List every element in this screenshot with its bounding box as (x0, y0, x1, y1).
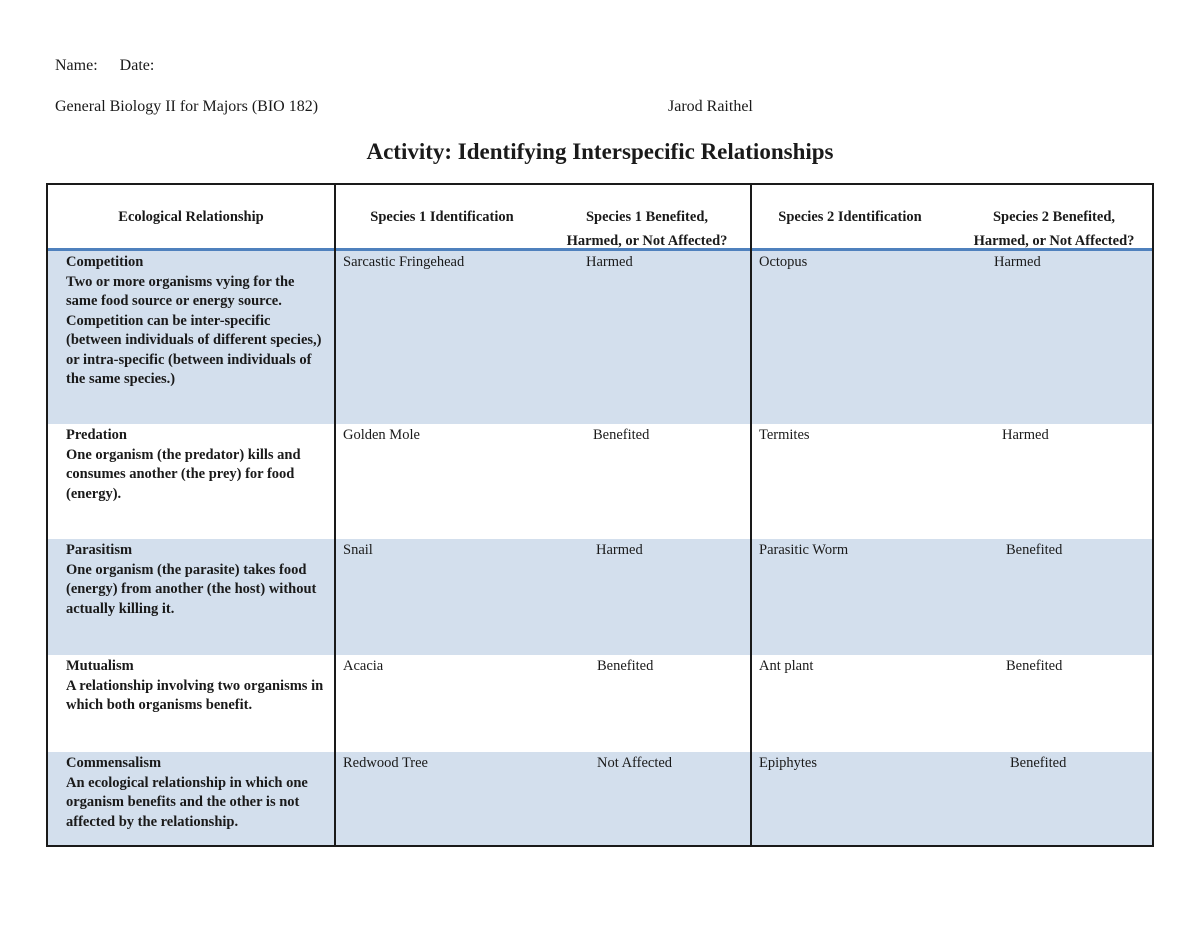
species2-effect-cell: Benefited (1006, 658, 1063, 674)
relationship-name: Parasitism (66, 542, 133, 558)
species2-id-cell: Ant plant (759, 658, 814, 674)
species1-id-cell: Golden Mole (343, 427, 420, 443)
relationship-name: Competition (66, 254, 144, 270)
course-title: General Biology II for Majors (BIO 182) (55, 98, 319, 115)
column-header-relationship: Ecological Relationship (118, 209, 264, 225)
table-row-competition (48, 251, 1152, 424)
relationship-cell (66, 541, 328, 619)
table-row-commensalism (48, 752, 1152, 845)
relationship-cell (66, 657, 328, 716)
table-header-row (48, 185, 1152, 251)
species1-effect-cell: Benefited (593, 427, 650, 443)
table-row-mutualism (48, 655, 1152, 752)
relationship-name: Mutualism (66, 658, 134, 674)
species2-effect-cell: Benefited (1006, 542, 1063, 558)
species1-effect-cell: Not Affected (597, 755, 673, 771)
relationship-name: Predation (66, 427, 127, 443)
relationship-description: An ecological relationship in which one organism benefits and the other is not affected by the relationship. (66, 774, 308, 830)
table-row-predation (48, 424, 1152, 539)
species1-id-cell: Snail (343, 542, 373, 558)
species2-id-cell: Epiphytes (759, 755, 817, 771)
species1-id-cell: Sarcastic Fringehead (343, 254, 465, 270)
relationships-table (46, 183, 1154, 847)
column-header-species1-effect (544, 205, 750, 253)
species1-effect-cell: Benefited (597, 658, 654, 674)
column-header-species2-id: Species 2 Identification (778, 209, 922, 225)
activity-title: Activity: Identifying Interspecific Relationships (366, 139, 834, 164)
header-line: Species 2 Benefited, (992, 209, 1116, 225)
relationship-cell (66, 253, 328, 390)
species1-effect-cell: Harmed (596, 542, 643, 558)
relationship-description: One organism (the parasite) takes food (energy) from another (the host) without actually killing it. (66, 561, 317, 617)
species2-id-cell: Parasitic Worm (759, 542, 849, 558)
column-divider (750, 185, 752, 845)
species2-effect-cell: Harmed (1002, 427, 1049, 443)
relationship-cell (66, 754, 328, 832)
relationship-cell (66, 426, 328, 504)
relationship-description: Two or more organisms vying for the same food source or energy source. Competition can be inter-specific (between individuals of different species,) or intra-specific (between individuals of the same species.) (66, 273, 322, 387)
column-header-species2-effect (956, 205, 1152, 253)
header-line: Harmed, or Not Affected? (566, 233, 728, 249)
species1-effect-cell: Harmed (586, 254, 633, 270)
relationship-description: A relationship involving two organisms in which both organisms benefit. (66, 677, 324, 713)
species2-effect-cell: Benefited (1010, 755, 1067, 771)
header-line: Species 1 Benefited, (585, 209, 709, 225)
name-date-line (55, 57, 154, 75)
name-label: Name: (55, 57, 98, 74)
species1-id-cell: Acacia (343, 658, 384, 674)
author-name: Jarod Raithel (668, 98, 753, 115)
species2-id-cell: Octopus (759, 254, 808, 270)
species2-id-cell: Termites (759, 427, 810, 443)
relationship-name: Commensalism (66, 755, 162, 771)
date-label: Date: (119, 57, 155, 74)
table-row-parasitism (48, 539, 1152, 655)
species1-id-cell: Redwood Tree (343, 755, 428, 771)
column-header-species1-id: Species 1 Identification (370, 209, 514, 225)
relationship-description: One organism (the predator) kills and consumes another (the prey) for food (energy). (66, 446, 301, 502)
header-line: Harmed, or Not Affected? (973, 233, 1135, 249)
column-divider (334, 185, 336, 845)
species2-effect-cell: Harmed (994, 254, 1041, 270)
